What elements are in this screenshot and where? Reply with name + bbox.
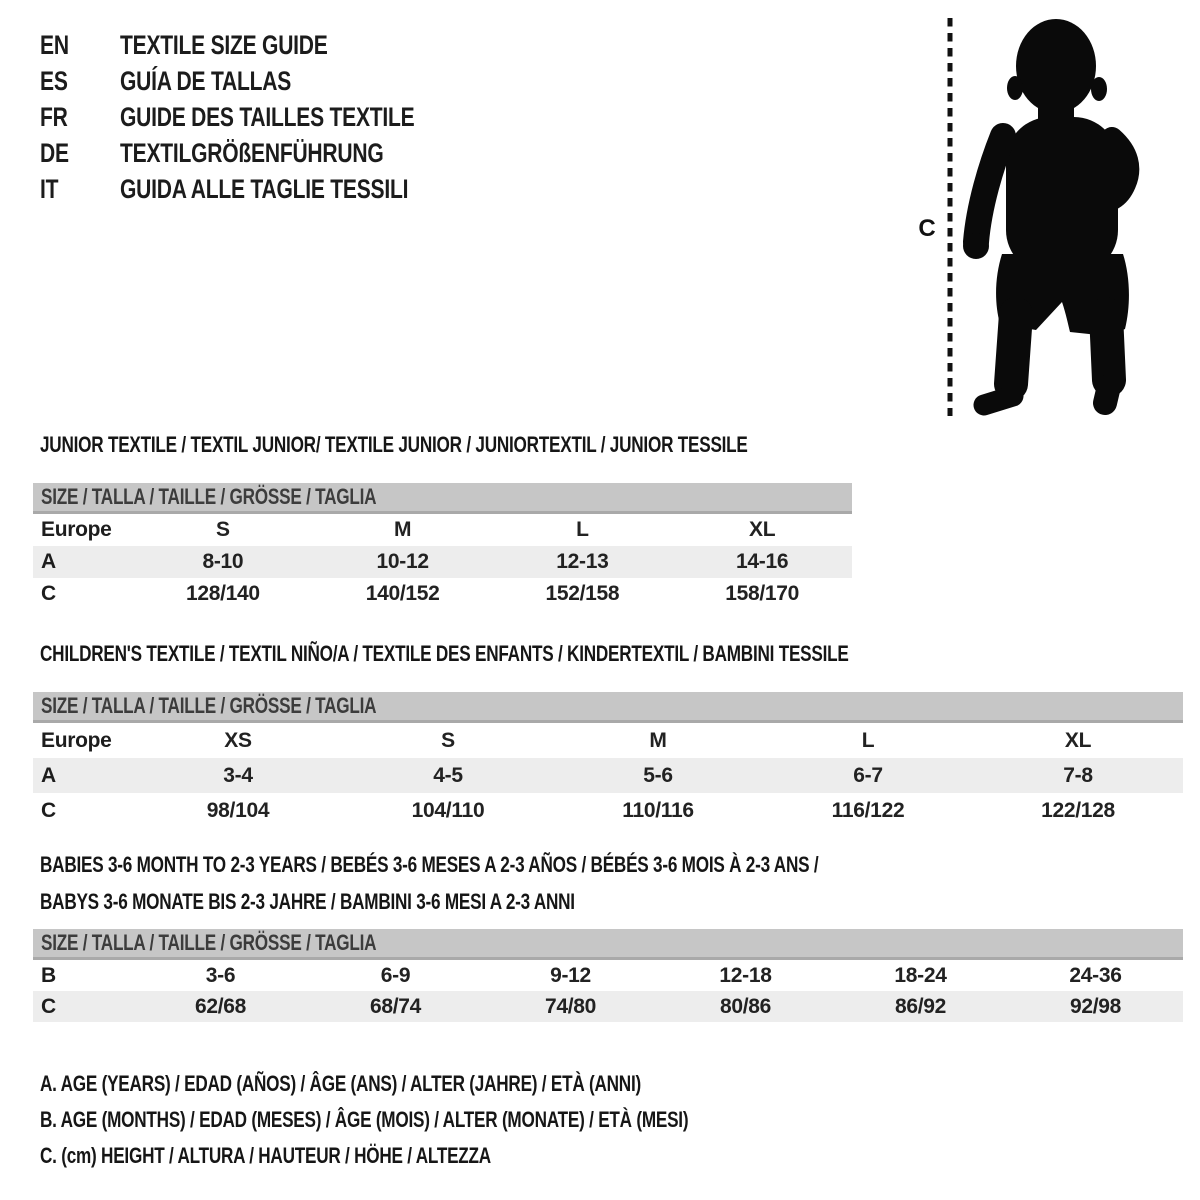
toddler-silhouette-image: [958, 14, 1146, 418]
language-row-es: [40, 63, 740, 99]
table-cell: L: [576, 518, 589, 541]
legend-line-c: C. (cm) HEIGHT / ALTURA / HAUTEUR / HÖHE / ALTEZZA: [40, 1143, 491, 1168]
table-cell: M: [649, 728, 667, 752]
size-band-label: SIZE / TALLA / TAILLE / GRÖSSE / TAGLIA: [41, 930, 377, 955]
table-cell: 18-24: [894, 963, 947, 987]
table-row: [33, 991, 1183, 1022]
table-cell: XS: [224, 728, 252, 752]
table-cell: 128/140: [185, 582, 260, 605]
size-band-label: SIZE / TALLA / TAILLE / GRÖSSE / TAGLIA: [41, 484, 377, 509]
table-cell: 3-6: [205, 963, 236, 987]
table-cell: 86/92: [894, 994, 947, 1018]
babies-table: [33, 960, 1183, 1022]
table-cell: 24-36: [1069, 963, 1122, 987]
children-table-band: [33, 692, 1183, 723]
table-row: [33, 546, 852, 578]
table-cell: 110/116: [622, 798, 694, 822]
row-label: C: [41, 798, 56, 822]
table-cell: 10-12: [376, 550, 429, 573]
measurement-legend: [40, 1066, 871, 1174]
guide-title-es: GUÍA DE TALLAS: [120, 66, 292, 96]
table-row: [33, 578, 852, 610]
children-size-table: [33, 692, 1183, 828]
table-cell: 7-8: [1063, 763, 1093, 787]
table-cell: 74/80: [544, 994, 597, 1018]
junior-table-band: [33, 483, 852, 514]
table-row: [33, 758, 1183, 793]
table-cell: XL: [749, 518, 776, 541]
size-band-label: SIZE / TALLA / TAILLE / GRÖSSE / TAGLIA: [41, 693, 377, 718]
table-cell: 4-5: [433, 763, 463, 787]
table-cell: 3-4: [223, 763, 253, 787]
language-row-de: [40, 135, 740, 171]
babies-section-heading: [40, 846, 1038, 920]
table-cell: 116/122: [831, 798, 905, 822]
children-section-heading: [40, 641, 1077, 666]
table-row: [33, 723, 1183, 758]
table-cell: XL: [1064, 728, 1092, 752]
junior-heading-text: JUNIOR TEXTILE / TEXTIL JUNIOR/ TEXTILE JUNIOR / JUNIORTEXTIL / JUNIOR TESSILE: [40, 432, 748, 457]
table-cell: 92/98: [1069, 994, 1122, 1018]
table-cell: 98/104: [206, 798, 270, 822]
table-cell: 6-9: [380, 963, 411, 987]
table-cell: 12-13: [556, 550, 609, 573]
junior-size-table: [33, 483, 852, 610]
guide-title-en: TEXTILE SIZE GUIDE: [120, 30, 328, 60]
table-cell: 140/152: [365, 582, 440, 605]
babies-heading-line2: BABYS 3-6 MONATE BIS 2-3 JAHRE / BAMBINI 3-6 MESI A 2-3 ANNI: [40, 889, 575, 914]
table-cell: 12-18: [719, 963, 772, 987]
junior-table: [33, 514, 852, 610]
language-row-fr: [40, 99, 740, 135]
measure-label-c: C: [918, 215, 936, 242]
language-code: ES: [40, 66, 68, 96]
table-cell: M: [394, 518, 412, 541]
table-cell: 104/110: [411, 798, 485, 822]
junior-section-heading: [40, 432, 947, 457]
babies-size-table: [33, 929, 1183, 1022]
babies-table-band: [33, 929, 1183, 960]
table-cell: 152/158: [545, 582, 620, 605]
table-cell: 6-7: [853, 763, 883, 787]
row-label: C: [41, 582, 56, 605]
table-row: [33, 960, 1183, 991]
table-cell: 5-6: [643, 763, 673, 787]
language-code: EN: [40, 30, 69, 60]
row-label: Europe: [41, 518, 112, 541]
table-cell: S: [441, 728, 455, 752]
row-label: A: [41, 550, 56, 573]
guide-title-de: TEXTILGRÖßENFÜHRUNG: [120, 138, 384, 168]
table-cell: S: [216, 518, 230, 541]
table-cell: 14-16: [736, 550, 789, 573]
table-cell: 158/170: [725, 582, 800, 605]
table-cell: 8-10: [202, 550, 244, 573]
language-code: DE: [40, 138, 69, 168]
language-code: FR: [40, 102, 68, 132]
table-cell: 9-12: [550, 963, 591, 987]
guide-title-fr: GUIDE DES TAILLES TEXTILE: [120, 102, 415, 132]
row-label: C: [41, 994, 56, 1018]
table-cell: 62/68: [194, 994, 247, 1018]
children-heading-text: CHILDREN'S TEXTILE / TEXTIL NIÑO/A / TEXTILE DES ENFANTS / KINDERTEXTIL / BAMBINI TESSILE: [40, 641, 849, 666]
table-cell: 80/86: [719, 994, 772, 1018]
row-label: A: [41, 763, 56, 787]
children-table: [33, 723, 1183, 828]
language-code: IT: [40, 174, 59, 204]
language-row-en: [40, 27, 740, 63]
babies-heading-line1: BABIES 3-6 MONTH TO 2-3 YEARS / BEBÉS 3-6 MESES A 2-3 AÑOS / BÉBÉS 3-6 MOIS À 2-3 ANS /: [40, 852, 819, 877]
row-label: B: [41, 963, 56, 987]
legend-line-b: B. AGE (MONTHS) / EDAD (MESES) / ÂGE (MOIS) / ALTER (MONATE) / ETÀ (MESI): [40, 1107, 689, 1132]
table-cell: 68/74: [369, 994, 422, 1018]
language-row-it: [40, 171, 740, 207]
row-label: Europe: [41, 728, 112, 752]
language-header: [40, 27, 740, 207]
legend-line-a: A. AGE (YEARS) / EDAD (AÑOS) / ÂGE (ANS) / ALTER (JAHRE) / ETÀ (ANNI): [40, 1071, 641, 1096]
table-cell: 122/128: [1041, 798, 1115, 822]
table-row: [33, 514, 852, 546]
table-cell: L: [861, 728, 875, 752]
table-row: [33, 793, 1183, 828]
guide-title-it: GUIDA ALLE TAGLIE TESSILI: [120, 174, 409, 204]
